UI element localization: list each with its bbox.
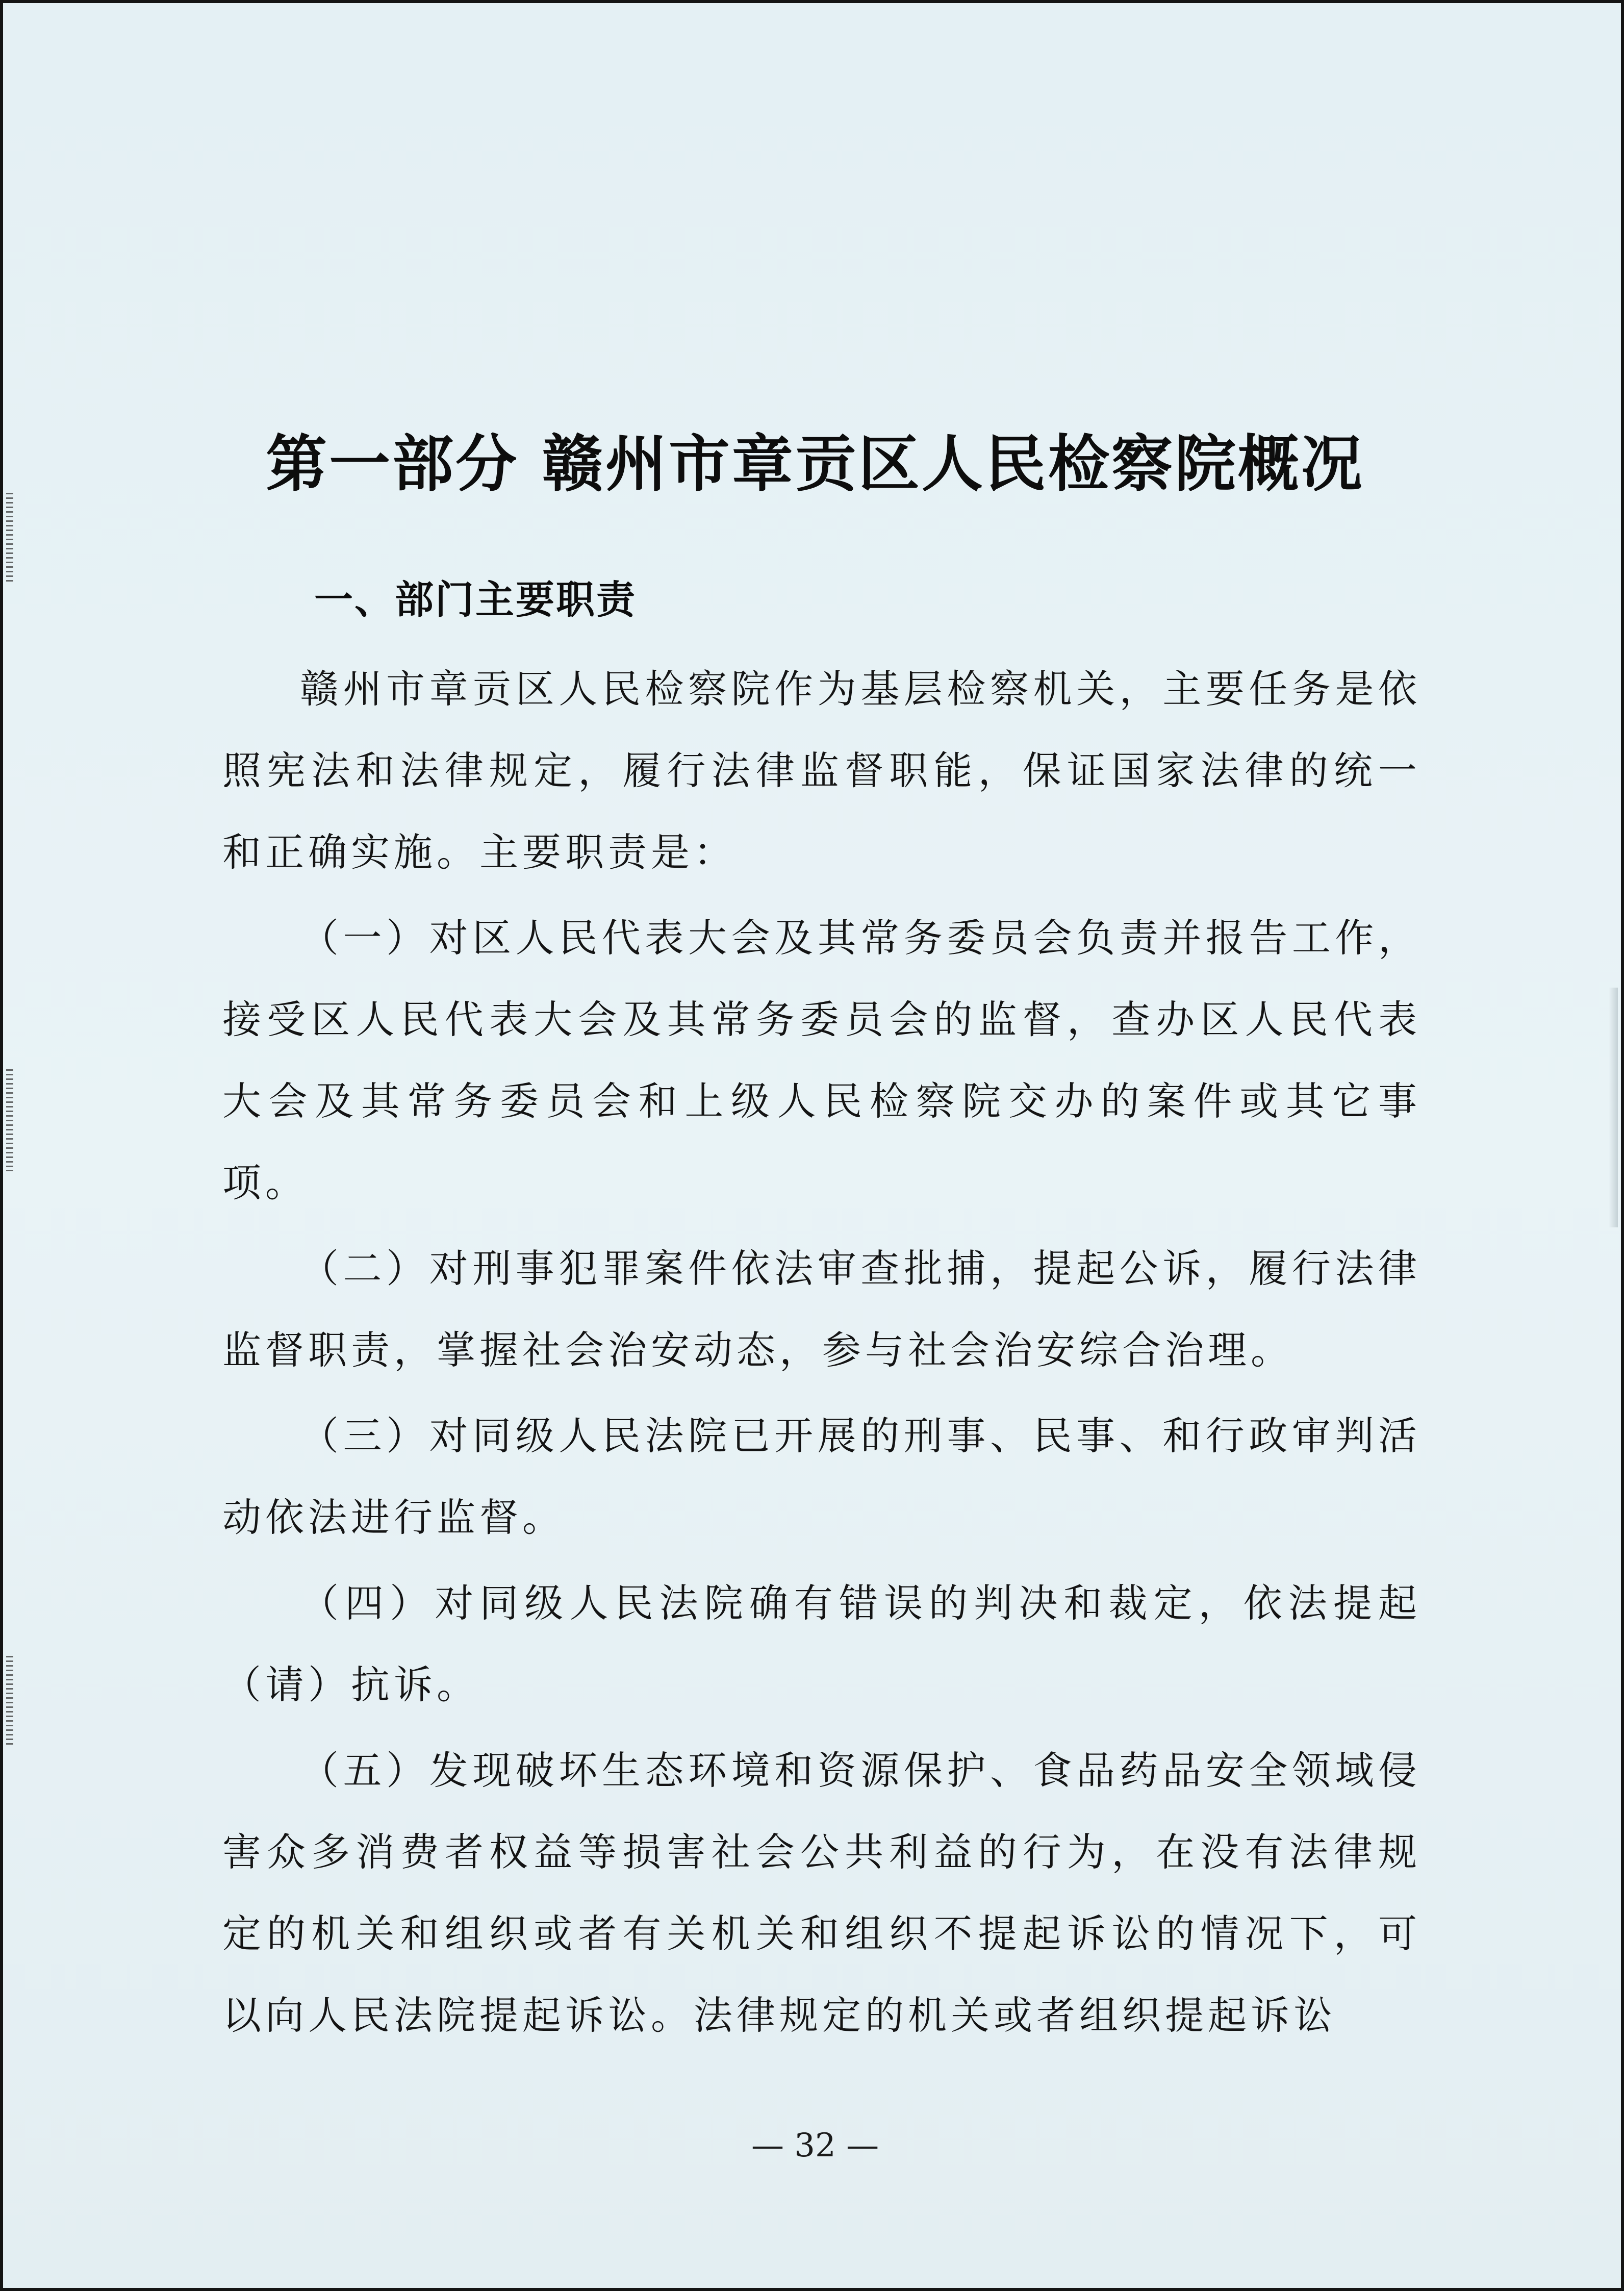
scan-binding-mark (6, 1069, 13, 1171)
paragraph-duty-4: （四）对同级人民法院确有错误的判决和裁定，依法提起（请）抗诉。 (222, 1580, 1421, 1707)
paragraph-duty-2: （二）对刑事犯罪案件依法审查批捕，提起公诉，履行法律监督职责，掌握社会治安动态，参与社会治安综合治理。 (222, 1246, 1421, 1373)
paragraph-intro: 赣州市章贡区人民检察院作为基层检察机关，主要任务是依照宪法和法律规定，履行法律监督职能，保证国家法律的统一和正确实施。主要职责是： (222, 666, 1421, 875)
section-heading: 一、部门主要职责 (314, 577, 637, 622)
scan-binding-mark (6, 493, 13, 585)
paragraph-duty-5: （五）发现破坏生态环境和资源保护、食品药品安全领域侵害众多消费者权益等损害社会公共利益的行为，在没有法律规定的机关和组织或者有关机关和组织不提起诉讼的情况下，可以向人民法院提起诉讼。法律规定的机关或者组织提起诉讼 (222, 1748, 1421, 2038)
scan-binding-mark (6, 1656, 13, 1748)
page-number: — 32 — (751, 2127, 879, 2164)
paragraph-duty-3: （三）对同级人民法院已开展的刑事、民事、和行政审判活动依法进行监督。 (222, 1413, 1421, 1540)
paragraph-duty-1: （一）对区人民代表大会及其常务委员会负责并报告工作，接受区人民代表大会及其常务委员会的监督，查办区人民代表大会及其常务委员会和上级人民检察院交办的案件或其它事项。 (222, 915, 1421, 1205)
body-text (222, 648, 1421, 2060)
page-title: 第一部分 赣州市章贡区人民检察院概况 (266, 429, 1364, 500)
scan-edge-shadow (1609, 988, 1618, 1227)
